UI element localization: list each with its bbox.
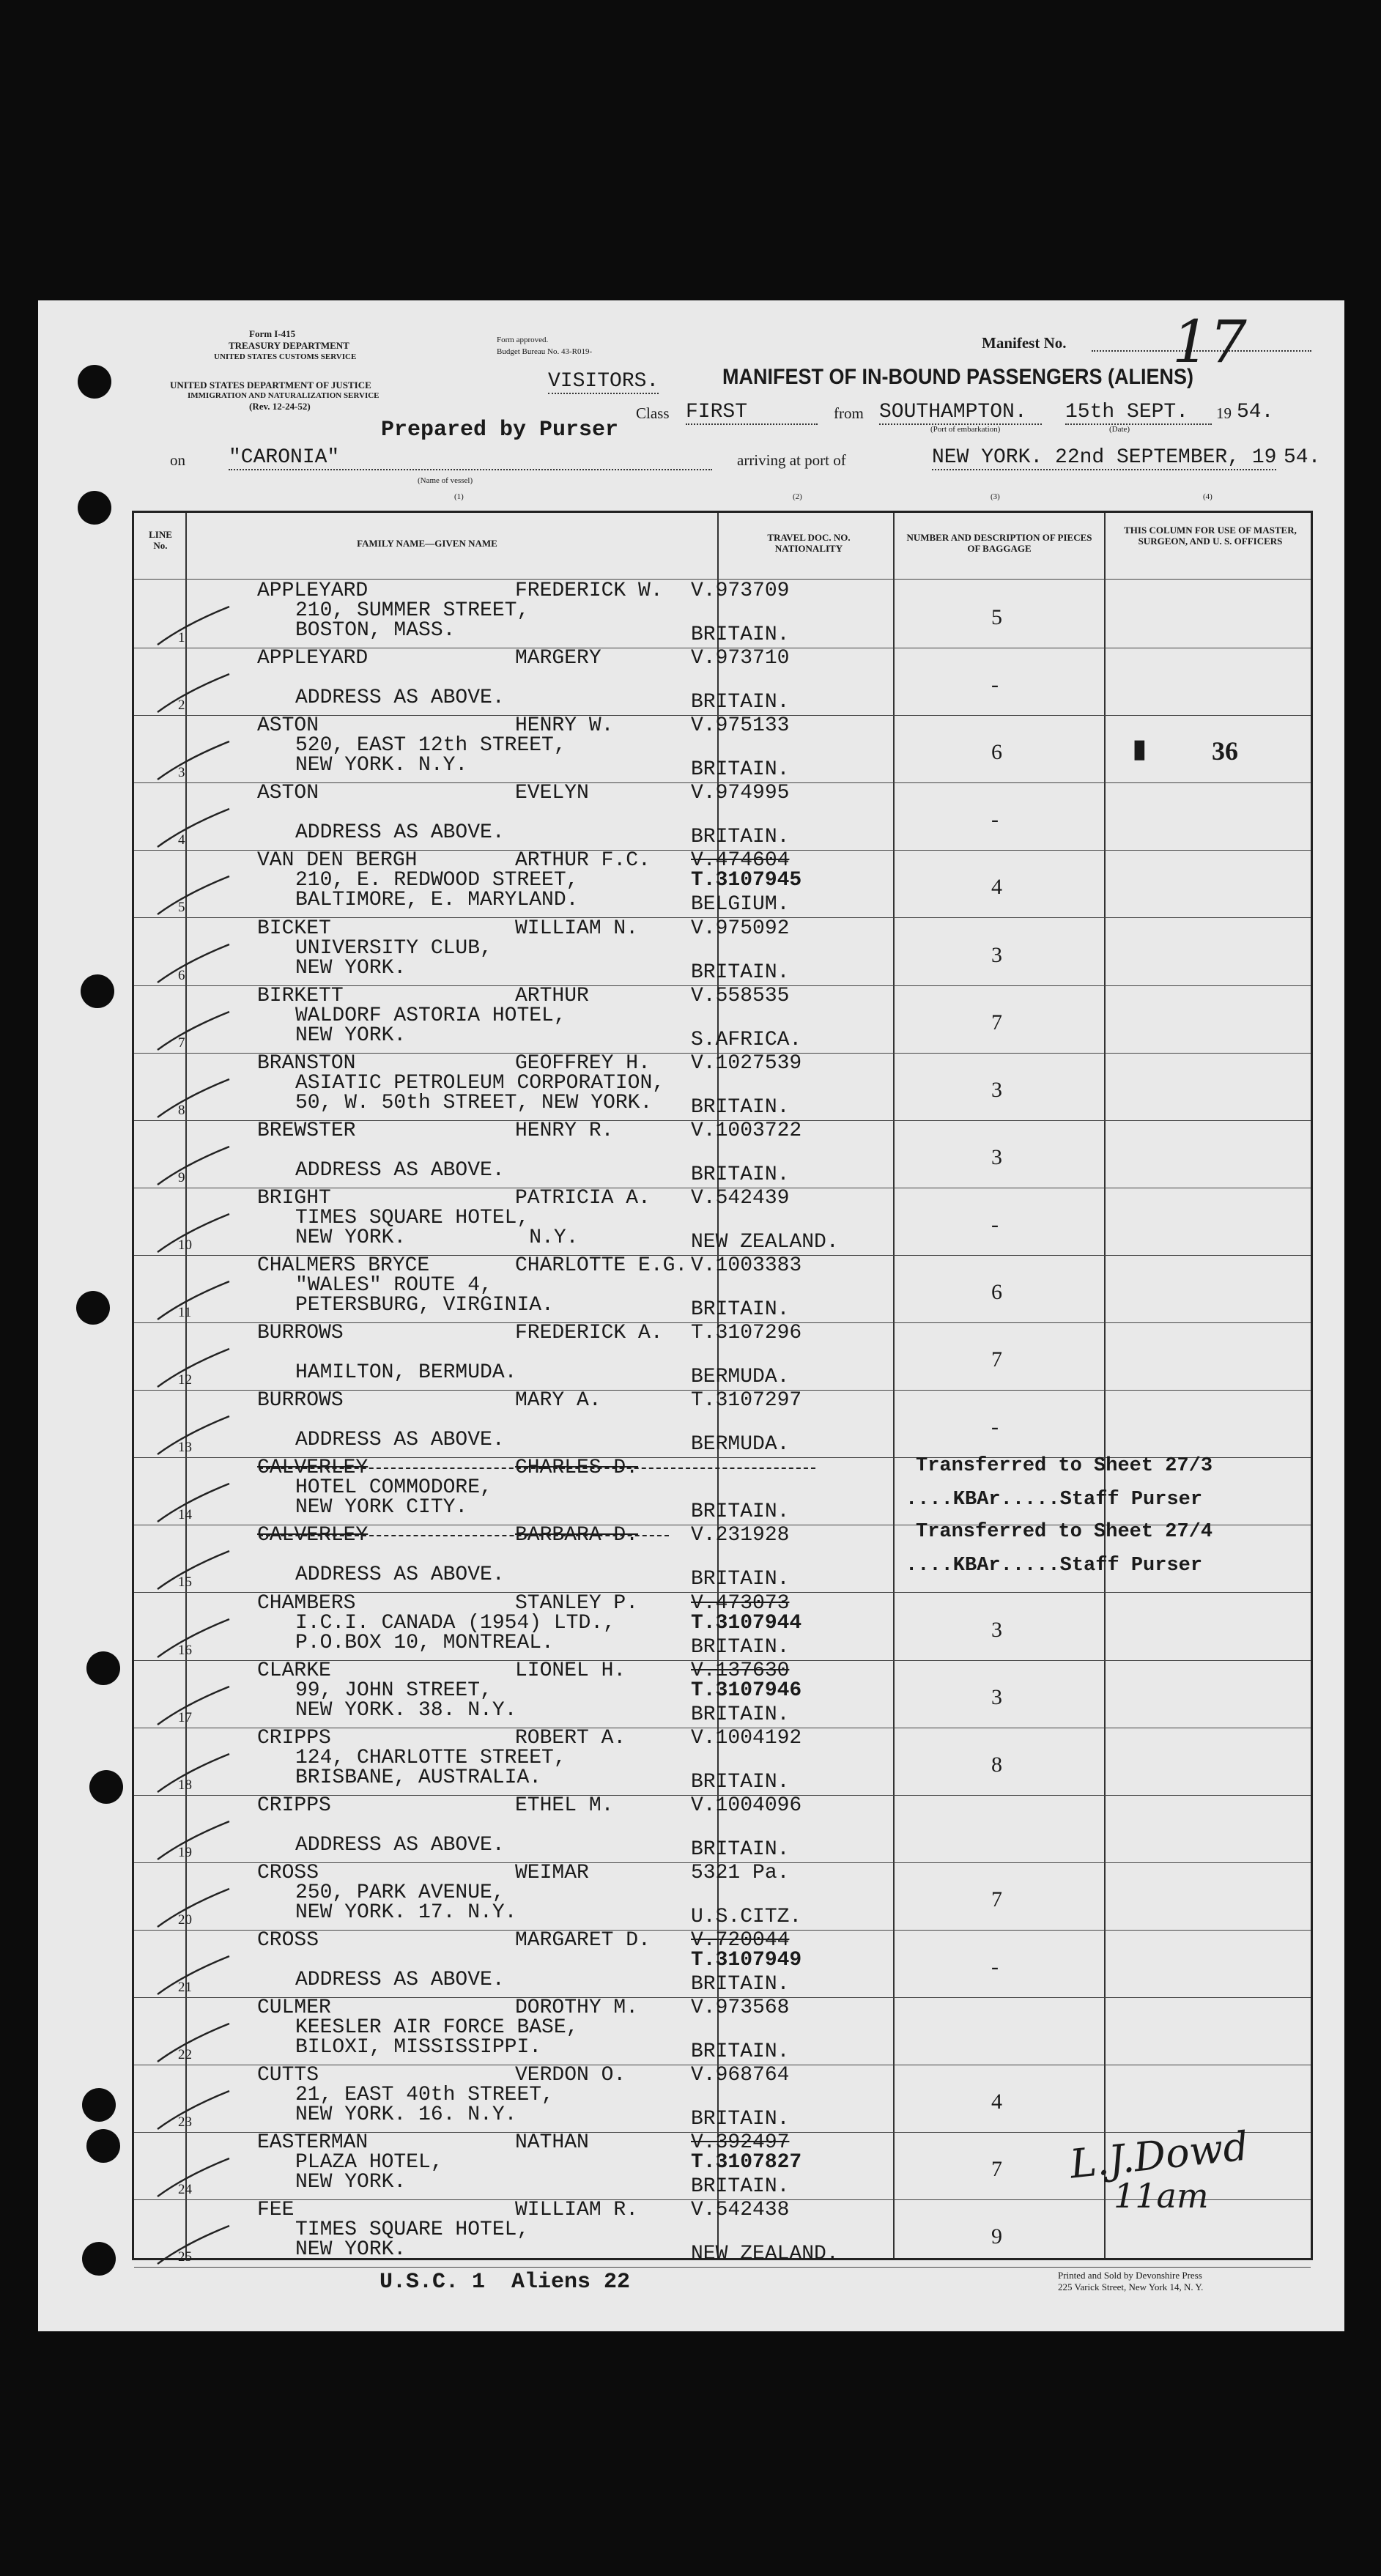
line-number: 12 (178, 1372, 192, 1388)
punch-hole (86, 1651, 120, 1685)
baggage-count: 4 (991, 2090, 1002, 2114)
punch-hole (76, 1291, 110, 1325)
baggage-count: - (991, 807, 999, 832)
line-number: 17 (178, 1709, 192, 1725)
table-row (134, 1862, 1311, 1930)
address-line-2: NEW YORK. (295, 2171, 407, 2194)
address-line-2: NEW YORK CITY. (295, 1496, 468, 1520)
baggage-count: - (991, 1955, 999, 1979)
line-number: 14 (178, 1507, 192, 1523)
given-name: WILLIAM N. (515, 917, 639, 940)
check-mark-icon (156, 804, 237, 848)
given-name: FREDERICK W. (515, 580, 663, 602)
visitors-label: VISITORS. (548, 370, 659, 393)
check-mark-icon (156, 1007, 237, 1051)
arrival-date: SEPTEMBER, 19 (1117, 446, 1277, 469)
baggage-count: - (991, 673, 999, 697)
given-name: WEIMAR (515, 1861, 589, 1884)
port-caption: (Port of embarkation) (930, 425, 1001, 434)
nationality: BRITAIN. (691, 961, 790, 984)
officer-signature-time: 11am (1114, 2176, 1209, 2216)
family-name: CROSS (257, 1929, 319, 1952)
punch-hole (82, 2088, 116, 2122)
check-mark-icon (156, 1547, 237, 1591)
line-number: 2 (178, 697, 185, 714)
ins-service: IMMIGRATION AND NATURALIZATION SERVICE (188, 391, 380, 400)
given-name: BARBARA D. (515, 1524, 639, 1547)
header-doc: TRAVEL DOC. NO. NATIONALITY (767, 532, 851, 554)
address-line-1: 520, EAST 12th STREET, (295, 734, 566, 758)
address-line-2: ADDRESS AS ABOVE. (295, 1158, 505, 1182)
justice-dept: UNITED STATES DEPARTMENT OF JUSTICE (170, 380, 371, 391)
check-mark-icon (156, 1884, 237, 1928)
baggage-count: 7 (991, 1347, 1002, 1372)
table-row (134, 648, 1311, 715)
address-line-2: ADDRESS AS ABOVE. (295, 1833, 505, 1857)
treasury-dept: TREASURY DEPARTMENT (229, 340, 349, 351)
baggage-count: 6 (991, 740, 1002, 765)
address-line-2: PETERSBURG, VIRGINIA. (295, 1294, 554, 1317)
given-name: MARGERY (515, 647, 601, 670)
address-line-2: NEW YORK. N.Y. (295, 754, 468, 777)
address-line-1: ASIATIC PETROLEUM CORPORATION, (295, 1071, 665, 1095)
family-name: BICKET (257, 917, 331, 940)
address-line-2: ADDRESS AS ABOVE. (295, 1563, 505, 1587)
address-line-2: BALTIMORE, E. MARYLAND. (295, 889, 579, 912)
printer-line-1: Printed and Sold by Devonshire Press (1058, 2270, 1202, 2281)
travel-doc-no: V.973709 (691, 580, 790, 602)
address-line-2: BILOXI, MISSISSIPPI. (295, 2036, 542, 2059)
check-mark-icon (156, 1210, 237, 1254)
given-name: GEOFFREY H. (515, 1051, 651, 1075)
address-line-1: 124, CHARLOTTE STREET, (295, 1746, 566, 1769)
check-mark-icon (156, 1750, 237, 1794)
travel-doc-no: V.1027539 (691, 1051, 802, 1075)
table-row (134, 1930, 1311, 1997)
address-line-1: 99, JOHN STREET, (295, 1679, 492, 1702)
line-number: 4 (178, 832, 185, 848)
table-row (134, 1053, 1311, 1120)
address-line-2: NEW YORK. (295, 956, 407, 980)
family-name: ASTON (257, 714, 319, 738)
family-name: BREWSTER (257, 1119, 356, 1142)
nationality: S.AFRICA. (691, 1028, 802, 1051)
travel-doc-no-2: T.3107827 (691, 2151, 802, 2175)
manifest-no-label: Manifest No. (982, 334, 1067, 352)
form-number: Form I-415 (249, 328, 296, 339)
from-label: from (834, 404, 864, 422)
address-line-2: NEW YORK. (295, 2238, 407, 2262)
class-value: FIRST (686, 401, 818, 425)
check-mark-icon (156, 1142, 237, 1186)
punch-hole (86, 2129, 120, 2163)
address-line-2: NEW YORK. N.Y. (295, 1226, 579, 1249)
address-line-2: ADDRESS AS ABOVE. (295, 1969, 505, 1991)
manifest-title: MANIFEST OF IN-BOUND PASSENGERS (ALIENS) (722, 365, 1194, 389)
family-name: CULMER (257, 1996, 331, 2020)
nationality: BRITAIN. (691, 1837, 790, 1861)
given-name: VERDON O. (515, 2064, 626, 2087)
travel-doc-no: T.3107297 (691, 1389, 802, 1413)
given-name: ETHEL M. (515, 1794, 614, 1817)
travel-doc-no: V.137630 (691, 1659, 790, 1682)
family-name: EASTERMAN (257, 2131, 369, 2155)
nationality: BRITAIN. (691, 1568, 790, 1591)
table-row (134, 1593, 1311, 1660)
given-name: NATHAN (515, 2131, 589, 2155)
punch-hole (89, 1770, 123, 1804)
travel-doc-no: V.1004096 (691, 1794, 802, 1817)
travel-doc-no: V.975133 (691, 714, 790, 738)
transfer-purser-15: ....KBAr.....Staff Purser (906, 1555, 1203, 1577)
line-number: 6 (178, 967, 185, 983)
header-baggage: NUMBER AND DESCRIPTION OF PIECES OF BAGGAGE (906, 532, 1092, 554)
vessel-name: "CARONIA" (229, 447, 712, 470)
address-line-2: HAMILTON, BERMUDA. (295, 1361, 517, 1385)
table-row (134, 2065, 1311, 2132)
address-line-2: NEW YORK. 38. N.Y. (295, 1698, 517, 1722)
given-name: MARY A. (515, 1389, 601, 1413)
address-line-1: 21, EAST 40th STREET, (295, 2084, 554, 2107)
nationality: BRITAIN. (691, 2108, 790, 2131)
nationality: BRITAIN. (691, 1973, 790, 1996)
address-line-2: 50, W. 50th STREET, NEW YORK. (295, 1091, 653, 1114)
travel-doc-no: V.558535 (691, 984, 790, 1007)
address-line-1: UNIVERSITY CLUB, (295, 936, 492, 960)
on-label: on (170, 451, 185, 469)
table-row (134, 918, 1311, 985)
given-name: CHARLOTTE E.G. (515, 1254, 688, 1277)
check-mark-icon (156, 1952, 237, 1996)
line-number: 20 (178, 1911, 192, 1928)
col-num-3: (3) (991, 492, 1000, 501)
given-name: FREDERICK A. (515, 1322, 663, 1345)
address-line-1: TIMES SQUARE HOTEL, (295, 1206, 530, 1229)
given-name: EVELYN (515, 782, 589, 805)
nationality: U.S.CITZ. (691, 1905, 802, 1928)
nationality: BRITAIN. (691, 1163, 790, 1186)
line-number: 13 (178, 1440, 192, 1456)
family-name: BIRKETT (257, 984, 344, 1007)
travel-doc-no: V.974995 (691, 782, 790, 805)
given-name: ROBERT A. (515, 1726, 626, 1750)
address-line-2: P.O.BOX 10, MONTREAL. (295, 1631, 554, 1654)
address-line-1: 210, E. REDWOOD STREET, (295, 869, 579, 892)
given-name: ARTHUR F.C. (515, 849, 651, 873)
table-row (134, 1728, 1311, 1795)
check-mark-icon (156, 1479, 237, 1523)
nationality: BRITAIN. (691, 2175, 790, 2199)
check-mark-icon (156, 1344, 237, 1388)
nationality: BERMUDA. (691, 1366, 790, 1389)
table-row (134, 1188, 1311, 1255)
address-line-2: BRISBANE, AUSTRALIA. (295, 1766, 542, 1789)
address-line-1: 210, SUMMER STREET, (295, 599, 530, 622)
nationality: BERMUDA. (691, 1433, 790, 1457)
baggage-count: 6 (991, 1280, 1002, 1304)
check-mark-icon (156, 940, 237, 984)
baggage-count: 3 (991, 1144, 1002, 1169)
table-row (134, 580, 1311, 648)
address-line-2: NEW YORK. (295, 1024, 407, 1047)
nationality: BRITAIN. (691, 1635, 790, 1659)
travel-doc-no-2: T.3107945 (691, 869, 802, 892)
check-mark-icon (156, 737, 237, 781)
address-line-1: 250, PARK AVENUE, (295, 1881, 505, 1904)
usc-aliens-count: U.S.C. 1 Aliens 22 (380, 2270, 631, 2295)
transfer-note-14: Transferred to Sheet 27/3 (916, 1455, 1213, 1477)
check-mark-icon (156, 1075, 237, 1119)
punch-hole (78, 491, 111, 525)
family-name: CHAMBERS (257, 1591, 356, 1615)
address-line-1: TIMES SQUARE HOTEL, (295, 2218, 530, 2242)
family-name: CHALMERS BRYCE (257, 1254, 430, 1277)
line-number: 15 (178, 1574, 192, 1591)
arriving-label: arriving at port of (737, 451, 846, 469)
address-line-2: BOSTON, MASS. (295, 619, 456, 642)
travel-doc-no: V.1004192 (691, 1726, 802, 1750)
address-line-2: NEW YORK. 16. N.Y. (295, 2103, 517, 2127)
check-mark-icon (156, 2087, 237, 2131)
date-caption: (Date) (1109, 425, 1130, 434)
family-name: BURROWS (257, 1322, 344, 1345)
baggage-count: 7 (991, 1010, 1002, 1035)
baggage-count: 8 (991, 1752, 1002, 1777)
baggage-count: 4 (991, 875, 1002, 900)
punch-hole (78, 365, 111, 399)
given-name: MARGARET D. (515, 1929, 651, 1952)
nationality: BRITAIN. (691, 1298, 790, 1321)
check-mark-icon (156, 2019, 237, 2063)
arrival-year: 54. (1284, 446, 1321, 469)
travel-doc-no: T.3107296 (691, 1322, 802, 1345)
family-name: CLARKE (257, 1659, 331, 1682)
header-line-no: LINE No. (149, 529, 172, 551)
printer-line-2: 225 Varick Street, New York 14, N. Y. (1058, 2281, 1204, 2292)
line-number: 1 (178, 630, 185, 645)
year-suffix: 54. (1237, 401, 1274, 423)
table-row (134, 1322, 1311, 1390)
travel-doc-no: V.542438 (691, 2199, 790, 2222)
form-approved: Form approved. (497, 336, 549, 344)
family-name: CALVERLEY (257, 1524, 369, 1547)
given-name: PATRICIA A. (515, 1186, 651, 1210)
given-name: CHARLES D. (515, 1457, 639, 1480)
travel-doc-no: V.542439 (691, 1186, 790, 1210)
header-officers: THIS COLUMN FOR USE OF MASTER, SURGEON, AND U. S. OFFICERS (1124, 525, 1297, 547)
travel-doc-no: V.473073 (691, 1591, 790, 1615)
address-line-1: WALDORF ASTORIA HOTEL, (295, 1004, 566, 1027)
table-row (134, 1795, 1311, 1862)
family-name: BRIGHT (257, 1186, 331, 1210)
given-name: HENRY W. (515, 714, 614, 738)
family-name: CROSS (257, 1861, 319, 1884)
table-row (134, 1997, 1311, 2065)
address-line-2: NEW YORK. 17. N.Y. (295, 1900, 517, 1924)
address-line-2: ADDRESS AS ABOVE. (295, 1429, 505, 1452)
check-mark-icon (156, 1412, 237, 1456)
line-number: 8 (178, 1102, 185, 1118)
nationality: BRITAIN. (691, 1703, 790, 1726)
travel-doc-no: V.975092 (691, 917, 790, 940)
officer-mark: ▮ (1133, 736, 1147, 763)
travel-doc-no: V.973568 (691, 1996, 790, 2020)
check-mark-icon (156, 670, 237, 714)
transfer-note-15: Transferred to Sheet 27/4 (916, 1521, 1213, 1543)
table-row (134, 1255, 1311, 1322)
check-mark-icon (156, 1277, 237, 1321)
vessel-caption: (Name of vessel) (418, 476, 473, 485)
travel-doc-no-2: T.3107946 (691, 1679, 802, 1702)
given-name: ARTHUR (515, 984, 589, 1007)
family-name: CALVERLEY (257, 1457, 369, 1480)
punch-hole (82, 2242, 116, 2276)
baggage-count: - (991, 1415, 999, 1440)
table-row (134, 1390, 1311, 1457)
travel-doc-no: V.474604 (691, 849, 790, 873)
address-line-2: ADDRESS AS ABOVE. (295, 686, 505, 710)
baggage-count: 7 (991, 1887, 1002, 1911)
address-line-2: ADDRESS AS ABOVE. (295, 821, 505, 845)
address-line-1: PLAZA HOTEL, (295, 2151, 443, 2175)
baggage-count: 3 (991, 1684, 1002, 1709)
given-name: HENRY R. (515, 1119, 614, 1142)
family-name: BURROWS (257, 1389, 344, 1413)
check-mark-icon (156, 1817, 237, 1861)
check-mark-icon (156, 2154, 237, 2198)
address-line-1: HOTEL COMMODORE, (295, 1476, 492, 1500)
travel-doc-no: V.231928 (691, 1524, 790, 1547)
col-num-1: (1) (454, 492, 464, 501)
check-mark-icon (156, 1615, 237, 1659)
line-number: 11 (178, 1305, 192, 1320)
line-number: 25 (178, 2249, 192, 2265)
check-mark-icon (156, 2221, 237, 2265)
line-number: 3 (178, 765, 185, 781)
baggage-count: 3 (991, 1077, 1002, 1102)
address-line-1: KEESLER AIR FORCE BASE, (295, 2016, 579, 2040)
year-prefix: 19 (1216, 404, 1232, 422)
given-name: LIONEL H. (515, 1659, 626, 1682)
nationality: BRITAIN. (691, 1770, 790, 1794)
family-name: VAN DEN BERGH (257, 849, 418, 873)
travel-doc-no: V.973710 (691, 647, 790, 670)
line-number: 10 (178, 1237, 192, 1253)
travel-doc-no: V.968764 (691, 2064, 790, 2087)
manifest-number-handwritten: 17 (1172, 308, 1247, 376)
transfer-purser-14: ....KBAr.....Staff Purser (906, 1489, 1203, 1511)
line-number: 7 (178, 1035, 185, 1051)
from-value: SOUTHAMPTON. (879, 401, 1042, 425)
nationality: BRITAIN. (691, 623, 790, 646)
nationality: BRITAIN. (691, 1500, 790, 1524)
check-mark-icon (156, 602, 237, 646)
nationality: NEW ZEALAND. (691, 2243, 839, 2266)
line-number: 22 (178, 2047, 192, 2063)
family-name: CRIPPS (257, 1794, 331, 1817)
revision-date: (Rev. 12-24-52) (249, 401, 311, 412)
check-mark-icon (156, 872, 237, 916)
table-row (134, 1660, 1311, 1728)
travel-doc-no-2: T.3107944 (691, 1611, 802, 1635)
address-line-1: I.C.I. CANADA (1954) LTD., (295, 1611, 615, 1635)
table-row (134, 850, 1311, 917)
line-number: 21 (178, 1980, 192, 1995)
baggage-count: 9 (991, 2224, 1002, 2249)
punch-hole (81, 974, 114, 1008)
family-name: APPLEYARD (257, 580, 369, 602)
header-name: FAMILY NAME—GIVEN NAME (357, 538, 497, 549)
baggage-count: 5 (991, 605, 1002, 629)
check-mark-icon (156, 1682, 237, 1726)
line-number: 24 (178, 2182, 192, 2198)
baggage-count: - (991, 1212, 999, 1237)
col-num-4: (4) (1203, 492, 1212, 501)
travel-doc-no: V.1003722 (691, 1119, 802, 1142)
line-number: 18 (178, 1777, 192, 1793)
family-name: ASTON (257, 782, 319, 805)
family-name: CRIPPS (257, 1726, 331, 1750)
line-number: 5 (178, 900, 185, 916)
baggage-count: 7 (991, 2157, 1002, 2182)
line-number: 19 (178, 1844, 192, 1860)
class-label: Class (636, 404, 670, 422)
baggage-count: 3 (991, 1617, 1002, 1642)
travel-doc-no-2: T.3107949 (691, 1949, 802, 1972)
family-name: CUTTS (257, 2064, 319, 2087)
given-name: WILLIAM R. (515, 2199, 639, 2222)
table-row (134, 985, 1311, 1053)
table-row (134, 1120, 1311, 1188)
customs-service: UNITED STATES CUSTOMS SERVICE (214, 352, 357, 361)
budget-bureau: Budget Bureau No. 43-R019- (497, 347, 593, 356)
address-line-1: "WALES" ROUTE 4, (295, 1274, 492, 1297)
given-name: STANLEY P. (515, 1591, 639, 1615)
officer-mark-number: 36 (1212, 736, 1238, 766)
nationality: BRITAIN. (691, 691, 790, 714)
family-name: APPLEYARD (257, 647, 369, 670)
given-name: DOROTHY M. (515, 1996, 639, 2020)
family-name: BRANSTON (257, 1051, 356, 1075)
nationality: BRITAIN. (691, 2040, 790, 2064)
travel-doc-no: 5321 Pa. (691, 1861, 790, 1884)
line-number: 23 (178, 2114, 192, 2131)
nationality: NEW ZEALAND. (691, 1230, 839, 1254)
col-num-2: (2) (793, 492, 802, 501)
date-value: 15th SEPT. (1065, 401, 1212, 425)
officer-signature: L.J.Dowd (1067, 2122, 1251, 2188)
arrival-port: NEW YORK. 22nd (932, 447, 1115, 470)
line-number: 9 (178, 1169, 185, 1185)
prepared-by: Prepared by Purser (381, 418, 619, 443)
table-row (134, 782, 1311, 850)
nationality: BELGIUM. (691, 893, 790, 917)
travel-doc-no: V.392497 (691, 2131, 790, 2155)
nationality: BRITAIN. (691, 1095, 790, 1119)
travel-doc-no: V.720044 (691, 1929, 790, 1952)
line-number: 16 (178, 1642, 192, 1658)
nationality: BRITAIN. (691, 758, 790, 782)
nationality: BRITAIN. (691, 826, 790, 849)
travel-doc-no: V.1003383 (691, 1254, 802, 1277)
passenger-table (132, 511, 1313, 2266)
baggage-count: 3 (991, 942, 1002, 967)
family-name: FEE (257, 2199, 295, 2222)
